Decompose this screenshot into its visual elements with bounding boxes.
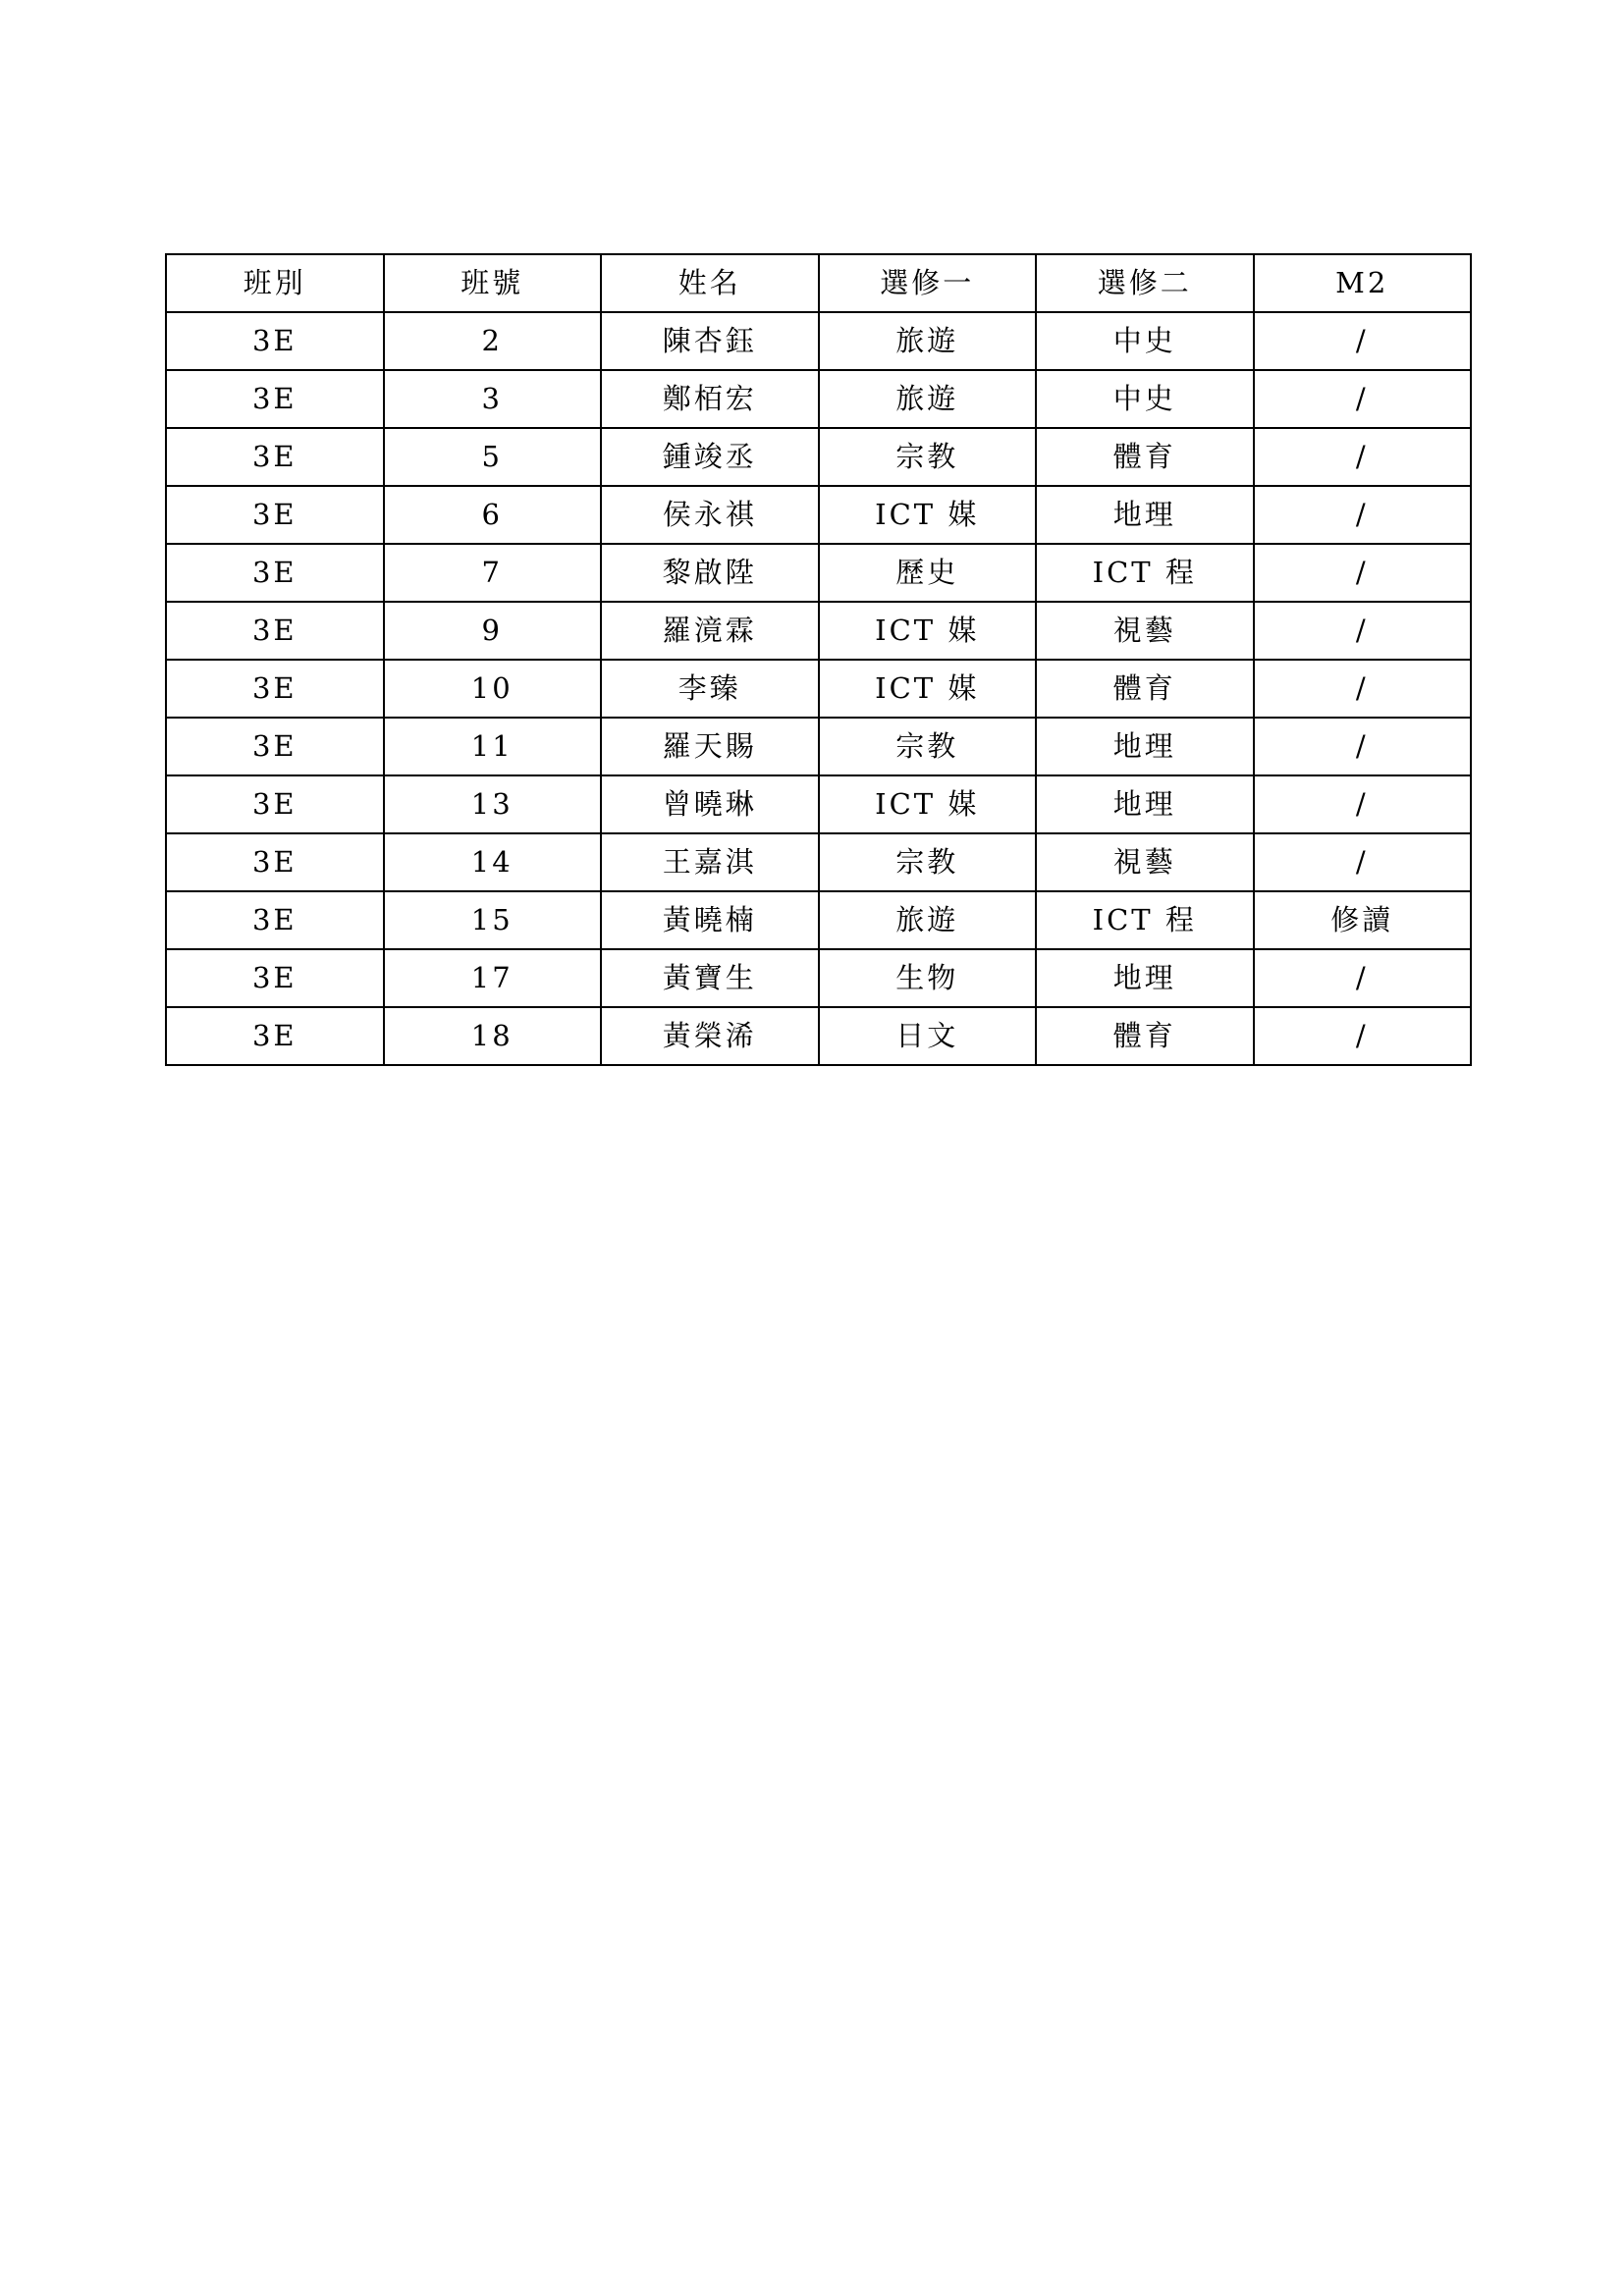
cell-elective-2: 體育 <box>1036 1007 1254 1065</box>
cell-elective-2: ICT 程 <box>1036 891 1254 949</box>
cell-class-number: 7 <box>384 544 602 602</box>
cell-m2: 修讀 <box>1254 891 1472 949</box>
cell-name: 鄭栢宏 <box>601 370 819 428</box>
table-row <box>166 949 1471 1007</box>
cell-elective-1: 旅遊 <box>819 891 1037 949</box>
cell-elective-1: 宗教 <box>819 718 1037 775</box>
cell-class: 3E <box>166 660 384 718</box>
cell-class: 3E <box>166 486 384 544</box>
cell-name: 黃榮浠 <box>601 1007 819 1065</box>
cell-class-number: 5 <box>384 428 602 486</box>
header-m2: M2 <box>1254 254 1472 312</box>
cell-name: 鍾竣丞 <box>601 428 819 486</box>
cell-m2: / <box>1254 428 1472 486</box>
cell-name: 王嘉淇 <box>601 833 819 891</box>
cell-elective-2: 中史 <box>1036 370 1254 428</box>
cell-elective-2: 地理 <box>1036 949 1254 1007</box>
cell-elective-1: 日文 <box>819 1007 1037 1065</box>
table-row <box>166 660 1471 718</box>
cell-class: 3E <box>166 312 384 370</box>
cell-elective-1: 宗教 <box>819 833 1037 891</box>
cell-m2: / <box>1254 486 1472 544</box>
cell-class-number: 2 <box>384 312 602 370</box>
cell-class-number: 11 <box>384 718 602 775</box>
cell-class-number: 14 <box>384 833 602 891</box>
cell-name: 羅滰霖 <box>601 602 819 660</box>
cell-elective-1: ICT 媒 <box>819 602 1037 660</box>
cell-elective-1: 宗教 <box>819 428 1037 486</box>
cell-class-number: 3 <box>384 370 602 428</box>
cell-elective-2: 視藝 <box>1036 602 1254 660</box>
cell-class: 3E <box>166 370 384 428</box>
elective-table <box>165 253 1472 1066</box>
cell-elective-1: 旅遊 <box>819 312 1037 370</box>
table-row <box>166 370 1471 428</box>
table-row <box>166 544 1471 602</box>
cell-class: 3E <box>166 775 384 833</box>
table-row <box>166 891 1471 949</box>
cell-m2: / <box>1254 1007 1472 1065</box>
cell-class: 3E <box>166 718 384 775</box>
cell-class: 3E <box>166 891 384 949</box>
cell-name: 李臻 <box>601 660 819 718</box>
cell-class: 3E <box>166 949 384 1007</box>
cell-m2: / <box>1254 312 1472 370</box>
cell-elective-2: 中史 <box>1036 312 1254 370</box>
cell-elective-2: 地理 <box>1036 775 1254 833</box>
table-row <box>166 312 1471 370</box>
cell-elective-1: 歷史 <box>819 544 1037 602</box>
cell-class-number: 6 <box>384 486 602 544</box>
cell-name: 黃曉楠 <box>601 891 819 949</box>
header-class-number: 班號 <box>384 254 602 312</box>
cell-class-number: 9 <box>384 602 602 660</box>
cell-class: 3E <box>166 1007 384 1065</box>
cell-class: 3E <box>166 544 384 602</box>
cell-m2: / <box>1254 602 1472 660</box>
cell-elective-2: 地理 <box>1036 486 1254 544</box>
header-name: 姓名 <box>601 254 819 312</box>
cell-m2: / <box>1254 370 1472 428</box>
cell-elective-2: 地理 <box>1036 718 1254 775</box>
cell-class: 3E <box>166 428 384 486</box>
cell-name: 侯永祺 <box>601 486 819 544</box>
table-row <box>166 1007 1471 1065</box>
table-row <box>166 718 1471 775</box>
cell-elective-1: ICT 媒 <box>819 775 1037 833</box>
header-row <box>166 254 1471 312</box>
cell-class: 3E <box>166 833 384 891</box>
table-row <box>166 602 1471 660</box>
table-row <box>166 486 1471 544</box>
cell-class-number: 18 <box>384 1007 602 1065</box>
cell-name: 黎啟陞 <box>601 544 819 602</box>
cell-elective-1: ICT 媒 <box>819 660 1037 718</box>
cell-elective-1: ICT 媒 <box>819 486 1037 544</box>
cell-elective-2: 體育 <box>1036 660 1254 718</box>
table-row <box>166 775 1471 833</box>
cell-m2: / <box>1254 718 1472 775</box>
header-elective-2: 選修二 <box>1036 254 1254 312</box>
cell-name: 羅天賜 <box>601 718 819 775</box>
cell-elective-2: 體育 <box>1036 428 1254 486</box>
cell-m2: / <box>1254 775 1472 833</box>
cell-elective-2: ICT 程 <box>1036 544 1254 602</box>
header-elective-1: 選修一 <box>819 254 1037 312</box>
table-row <box>166 428 1471 486</box>
cell-name: 曾曉琳 <box>601 775 819 833</box>
cell-class-number: 13 <box>384 775 602 833</box>
cell-class: 3E <box>166 602 384 660</box>
cell-m2: / <box>1254 949 1472 1007</box>
cell-elective-1: 旅遊 <box>819 370 1037 428</box>
cell-class-number: 15 <box>384 891 602 949</box>
cell-m2: / <box>1254 833 1472 891</box>
cell-elective-1: 生物 <box>819 949 1037 1007</box>
table-row <box>166 833 1471 891</box>
cell-name: 黃寶生 <box>601 949 819 1007</box>
cell-class-number: 17 <box>384 949 602 1007</box>
cell-elective-2: 視藝 <box>1036 833 1254 891</box>
header-class: 班別 <box>166 254 384 312</box>
cell-class-number: 10 <box>384 660 602 718</box>
cell-name: 陳杏鈺 <box>601 312 819 370</box>
cell-m2: / <box>1254 660 1472 718</box>
cell-m2: / <box>1254 544 1472 602</box>
document-page <box>165 253 1472 1066</box>
